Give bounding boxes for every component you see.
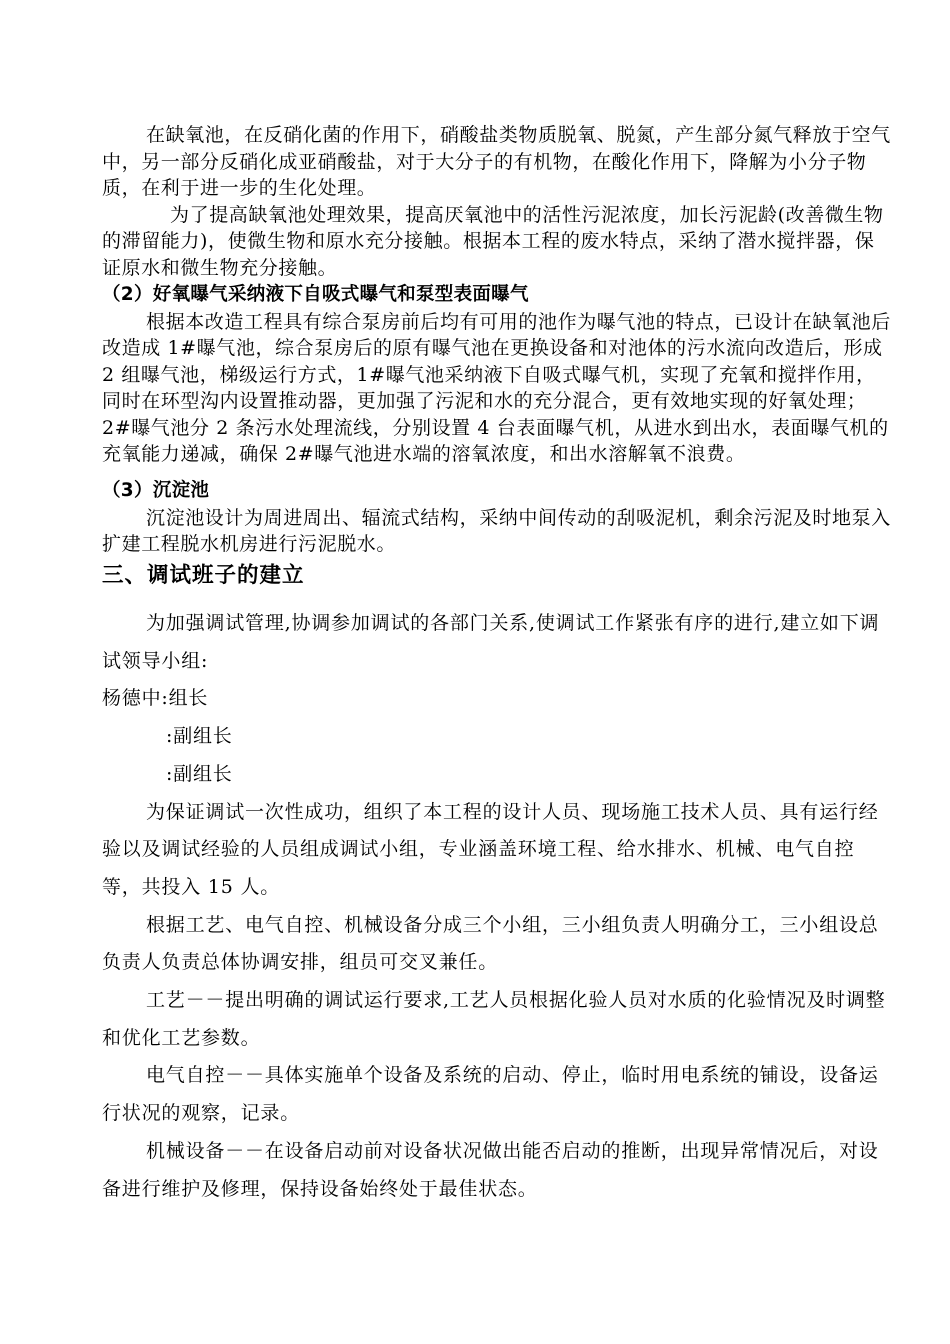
subsection-title-aeration: （2）好氧曝气采纳液下自吸式曝气和泵型表面曝气 [102, 284, 529, 305]
anoxic-tank-section [102, 122, 892, 281]
paragraph-mechanical-duty: 机械设备－－在设备启动前对设备状况做出能否启动的推断，出现异常情况后，对设备进行维护及修理，保持设备始终处于最佳状态。 [102, 1139, 879, 1200]
sedimentation-section [102, 478, 892, 558]
paragraph-team-composition: 为保证调试一次性成功，组织了本工程的设计人员、现场施工技术人员、具有运行经验以及调试经验的人员组成调试小组，专业涵盖环境工程、给水排水、机械、电气自控等，共投入 15 人。 [102, 800, 879, 898]
paragraph-electrical-duty: 电气自控－－具体实施单个设备及系统的启动、停止，临时用电系统的铺设，设备运行状况的观察，记录。 [102, 1064, 879, 1125]
paragraph-team-groups: 根据工艺、电气自控、机械设备分成三个小组，三小组负责人明确分工，三小组设总负责人负责总体协调安排，组员可交叉兼任。 [102, 913, 879, 974]
team-member-deputy-2: :副组长 [166, 762, 233, 785]
team-member-leader: 杨德中:组长 [102, 687, 209, 710]
team-member-deputy-1: :副组长 [166, 725, 233, 748]
paragraph-team-intro: 为加强调试管理,协调参加调试的各部门关系,使调试工作紧张有序的进行,建立如下调试领导小组: [102, 612, 880, 672]
paragraph-process-duty: 工艺－－提出明确的调试运行要求,工艺人员根据化验人员对水质的化验情况及时调整和优化工艺参数。 [102, 989, 886, 1049]
paragraph-aeration: 根据本改造工程具有综合泵房前后均有可用的池作为曝气池的特点，已设计在缺氧池后改造成 1#曝气池，综合泵房后的原有曝气池在更换设备和对池体的污水流向改造后，形成 2 组曝气池，梯级运行方式，1#曝气池采纳液下自吸式曝气机，实现了充氧和搅拌作用，同时在环型沟内设置推动器，更加强了污泥和水的充分混合，更有效地实现的好氧处理；2#曝气池分 2 条污水处理流线，分别设置 4 台表面曝气机，从进水到出水，表面曝气机的充氧能力递减，确保 2#曝气池进水端的溶氧浓度，和出水溶解氧不浪费。 [102, 310, 891, 465]
section-heading-commissioning-team: 三、调试班子的建立 [102, 563, 305, 588]
paragraph-sedimentation: 沉淀池设计为周进周出、辐流式结构，采纳中间传动的刮吸泥机，剩余污泥及时地泵入扩建工程脱水机房进行污泥脱水。 [102, 506, 891, 555]
paragraph-anoxic-improvement: 为了提高缺氧池处理效果，提高厌氧池中的活性污泥浓度，加长污泥龄(改善微生物的滞留能力)，使微生物和原水充分接触。根据本工程的废水特点，采纳了潜水搅拌器，保证原水和微生物充分接触。 [102, 203, 884, 279]
aeration-section [102, 282, 892, 468]
commissioning-team-section [102, 605, 892, 1208]
paragraph-anoxic-process: 在缺氧池，在反硝化菌的作用下，硝酸盐类物质脱氧、脱氮，产生部分氮气释放于空气中，另一部分反硝化成亚硝酸盐，对于大分子的有机物，在酸化作用下，降解为小分子物质，在利于进一步的生化处理。 [102, 124, 891, 199]
subsection-title-sedimentation: （3）沉淀池 [102, 480, 210, 501]
